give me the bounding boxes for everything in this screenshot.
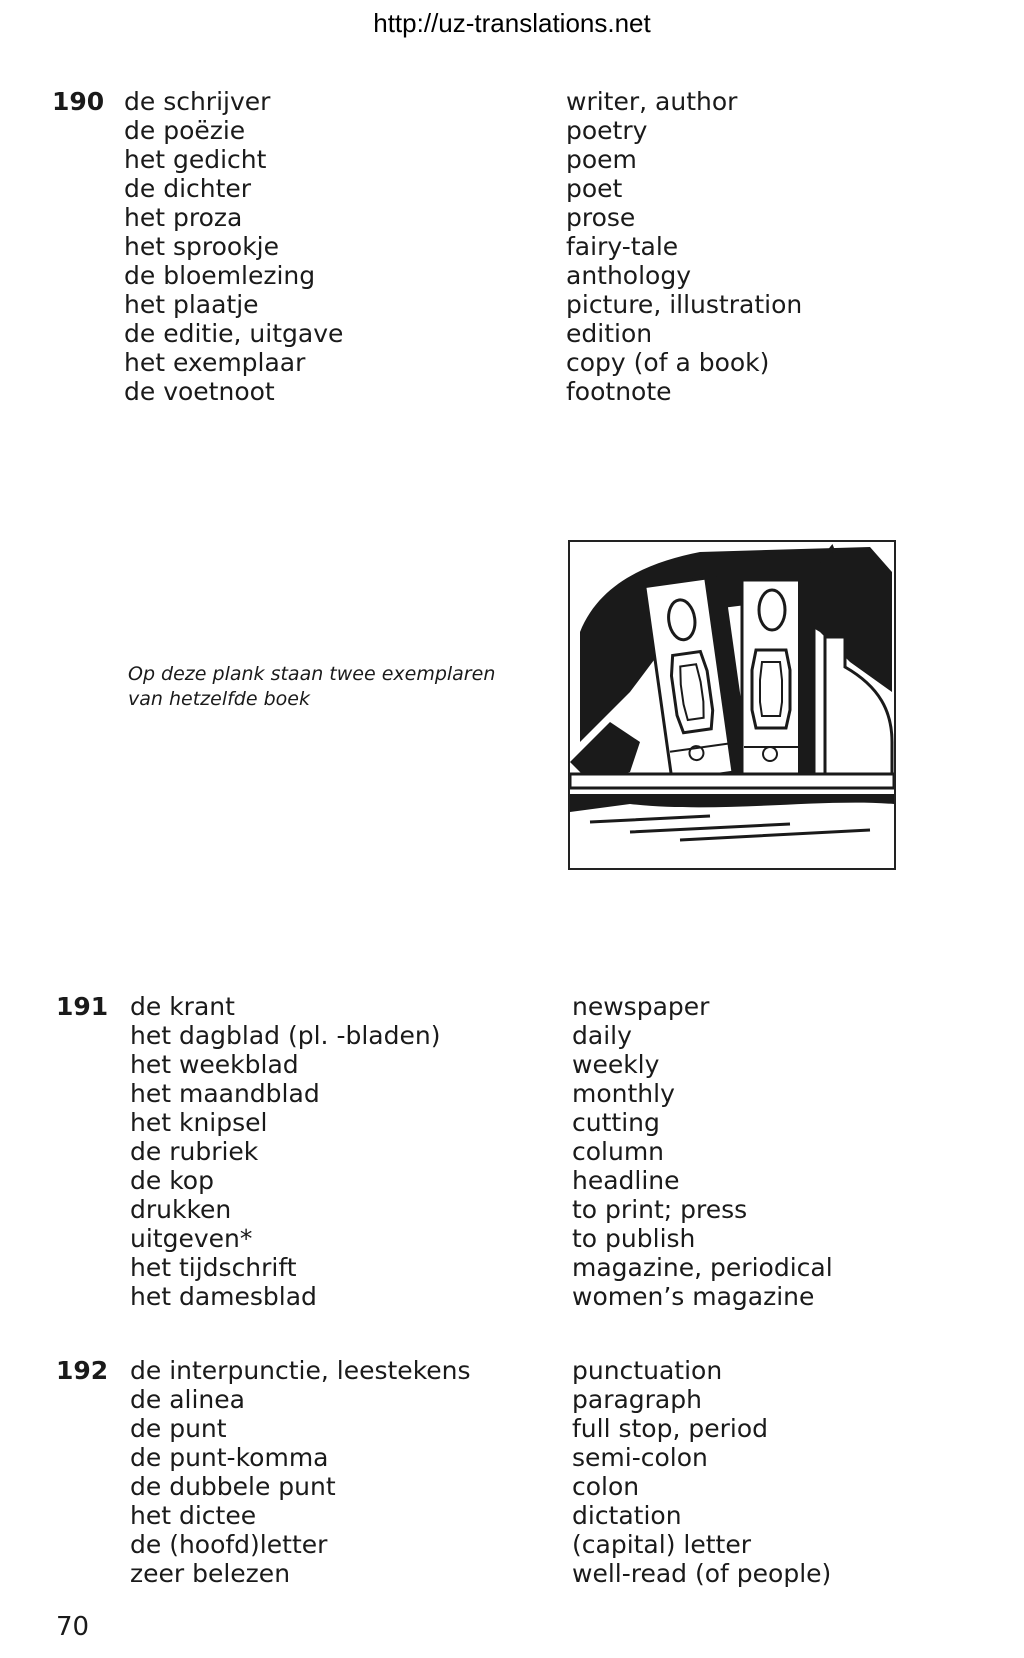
english-term: writer, author <box>566 87 738 116</box>
english-term: semi-colon <box>572 1443 708 1472</box>
dutch-term: de rubriek <box>130 1137 259 1166</box>
dutch-term: de alinea <box>130 1385 245 1414</box>
english-term: to publish <box>572 1224 696 1253</box>
english-term: prose <box>566 203 636 232</box>
illustration-caption <box>128 662 495 712</box>
english-term: fairy-tale <box>566 232 679 261</box>
english-term: full stop, period <box>572 1414 769 1443</box>
dutch-term: de dubbele punt <box>130 1472 336 1501</box>
english-term: footnote <box>566 377 672 406</box>
dutch-term: de dichter <box>124 174 252 203</box>
english-term: (capital) letter <box>572 1530 751 1559</box>
dutch-term: het maandblad <box>130 1079 320 1108</box>
english-term: weekly <box>572 1050 660 1079</box>
dutch-term: het dagblad (pl. -bladen) <box>130 1021 441 1050</box>
english-term: headline <box>572 1166 680 1195</box>
dutch-term: het exemplaar <box>124 348 306 377</box>
english-term: cutting <box>572 1108 660 1137</box>
dutch-term: uitgeven* <box>130 1224 253 1253</box>
dutch-term: het weekblad <box>130 1050 299 1079</box>
english-term: anthology <box>566 261 692 290</box>
dutch-term: het sprookje <box>124 232 279 261</box>
english-term: poet <box>566 174 623 203</box>
english-term: well-read (of people) <box>572 1559 832 1588</box>
english-term: poem <box>566 145 637 174</box>
english-term: copy (of a book) <box>566 348 770 377</box>
english-term: colon <box>572 1472 640 1501</box>
page-number: 70 <box>56 1612 90 1642</box>
english-term: poetry <box>566 116 648 145</box>
dutch-term: de editie, uitgave <box>124 319 344 348</box>
dutch-term: de interpunctie, leestekens <box>130 1356 471 1385</box>
dutch-term: het tijdschrift <box>130 1253 297 1282</box>
section-number: 191 <box>56 992 109 1021</box>
english-term: monthly <box>572 1079 675 1108</box>
caption-line: Op deze plank staan twee exemplaren <box>128 663 496 685</box>
dutch-term: het plaatje <box>124 290 259 319</box>
english-term: women’s magazine <box>572 1282 815 1311</box>
dutch-term: drukken <box>130 1195 232 1224</box>
books-on-shelf-illustration <box>568 540 896 870</box>
header-url[interactable]: http://uz-translations.net <box>373 8 651 38</box>
english-term: column <box>572 1137 665 1166</box>
english-term: edition <box>566 319 653 348</box>
section-number: 192 <box>56 1356 109 1385</box>
english-term: punctuation <box>572 1356 723 1385</box>
caption-line: van hetzelfde boek <box>128 688 310 710</box>
dutch-term: het proza <box>124 203 243 232</box>
dutch-term: het gedicht <box>124 145 267 174</box>
dutch-term: het damesblad <box>130 1282 317 1311</box>
english-term: newspaper <box>572 992 710 1021</box>
dutch-term: de punt-komma <box>130 1443 329 1472</box>
dutch-term: de punt <box>130 1414 227 1443</box>
dutch-term: de poëzie <box>124 116 246 145</box>
english-term: daily <box>572 1021 632 1050</box>
dutch-term: de (hoofd)letter <box>130 1530 328 1559</box>
dutch-term: de bloemlezing <box>124 261 316 290</box>
dutch-term: zeer belezen <box>130 1559 291 1588</box>
dutch-term: de kop <box>130 1166 214 1195</box>
english-term: dictation <box>572 1501 682 1530</box>
dutch-term: het dictee <box>130 1501 257 1530</box>
english-term: picture, illustration <box>566 290 803 319</box>
books-illustration-svg <box>570 542 894 868</box>
dutch-term: de schrijver <box>124 87 271 116</box>
english-term: paragraph <box>572 1385 702 1414</box>
dutch-term: het knipsel <box>130 1108 268 1137</box>
dutch-term: de krant <box>130 992 235 1021</box>
dutch-term: de voetnoot <box>124 377 275 406</box>
english-term: to print; press <box>572 1195 748 1224</box>
english-term: magazine, periodical <box>572 1253 833 1282</box>
section-number: 190 <box>52 87 105 116</box>
